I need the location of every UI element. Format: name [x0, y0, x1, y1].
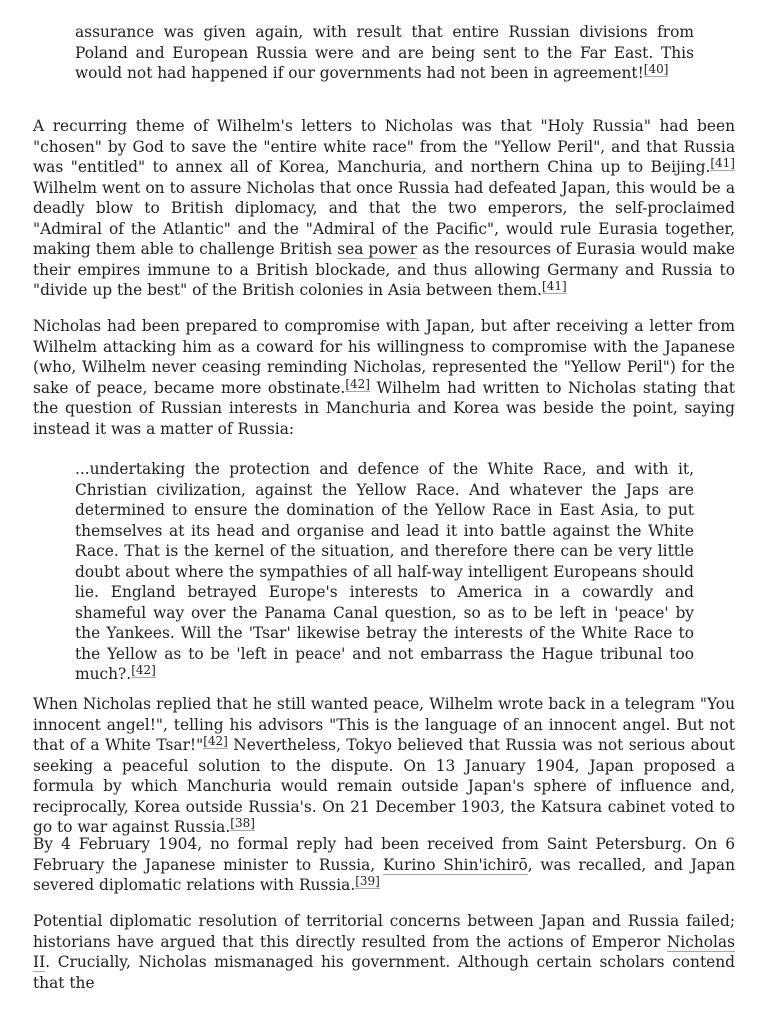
wiki-link-sea-power[interactable]: sea power [337, 240, 418, 258]
citation-ref[interactable] [355, 874, 380, 889]
paragraph-innocent-angel [33, 694, 735, 838]
paragraph-text: Nevertheless, Tokyo believed that Russia was not serious about seeking a peaceful solution to the dispute. On 13 January 1904, Japan proposed a formula by which Manchuria would remain outside Japan's sphere of influence and, reciprocally, Korea outside Russia's. On 21 December 1903, the Katsura cabinet voted to go to war against Russia. [33, 736, 735, 836]
paragraph-text: When Nicholas replied that he still wanted peace, Wilhelm wrote back in a telegram "You innocent angel!", telling his advisors "This is the language of an innocent angel. But not that of a White Tsar!" [33, 695, 735, 754]
paragraph-text: Wilhelm had written to Nicholas stating that the question of Russian interests in Manchuria and Korea was beside the point, saying instead it was a matter of Russia: [33, 378, 735, 438]
citation-link-42b[interactable]: [42] [131, 663, 156, 677]
citation-link-42c[interactable]: [42] [203, 734, 228, 748]
paragraph-text: Wilhelm went on to assure Nicholas that once Russia had defeated Japan, this would be a deadly blow to British diplomacy, and that the two emperors, the self-proclaimed "Admiral of the Atlantic" and the "Admiral of the Pacific", would rule Eurasia together, making them able to challenge British [33, 178, 735, 258]
paragraph-text: A recurring theme of Wilhelm's letters to Nicholas was that "Holy Russia" had been "chosen" by God to save the "entire white race" from the "Yellow Peril", and that Russia was "entitled" to annex all of Korea, Manchuria, and northern China up to Beijing. [33, 117, 735, 176]
wiki-link-kurino[interactable]: Kurino Shin'ichirō [382, 855, 528, 874]
citation-link-42[interactable]: [42] [345, 376, 370, 391]
citation-link-38[interactable]: [38] [230, 816, 255, 830]
quote-paragraph [75, 459, 694, 685]
paragraph-nicholas-compromise [33, 316, 735, 439]
block-quote-wilhelm [75, 459, 694, 685]
paragraph-text: By 4 February 1904, no formal reply had been received from Saint Petersburg. On 6 February the Japanese minister to Russia, [33, 835, 735, 874]
citation-ref[interactable] [345, 377, 370, 392]
quote-text: assurance was given again, with result that entire Russian divisions from Poland and European Russia were and are being sent to the Far East. This would not had happened if our governments had not been in agreement! [75, 23, 694, 82]
citation-link-41b[interactable]: [41] [542, 279, 567, 293]
citation-ref[interactable] [203, 734, 228, 749]
quote-paragraph [75, 22, 694, 84]
block-quote-continued [75, 22, 694, 84]
quote-text: ...undertaking the protection and defence of the White Race, and with it, Christian civilization, against the Yellow Race. And whatever the Japs are determined to ensure the domination of the Yellow Race in East Asia, to put themselves at its head and organise and lead it into battle against the White Race. That is the kernel of the situation, and therefore there can be very little doubt about where the sympathies of all half-way intelligent Europeans should lie. England betrayed Europe's interests to America in a cowardly and shameful way over the Panama Canal question, so as to be left in 'peace' by the Yankees. Will the 'Tsar' likewise betray the interests of the White Race to the Yellow as to be 'left in peace' and not embarrass the Hague tribunal too much?. [75, 460, 694, 683]
paragraph-text: . Crucially, Nicholas mismanaged his government. Although certain scholars contend that the [33, 953, 735, 992]
citation-ref[interactable] [542, 279, 567, 294]
wiki-link-nicholas-ii[interactable]: Nicholas II [33, 932, 735, 971]
paragraph-yellow-peril-theme [33, 116, 735, 301]
citation-ref[interactable] [644, 62, 669, 77]
paragraph-diplomatic-failure [33, 911, 735, 993]
paragraph-text: as the resources of Eurasia would make their empires immune to a British blockade, and thus allowing Germany and Russia to "divide up the best" of the British colonies in Asia between them. [33, 240, 735, 299]
citation-link-40[interactable]: [40] [643, 62, 669, 76]
citation-link-41[interactable]: [41] [710, 156, 735, 170]
paragraph-text: Potential diplomatic resolution of territorial concerns between Japan and Russia failed; historians have argued that this directly resulted from the actions of Emperor [33, 912, 735, 951]
paragraph-text: Nicholas had been prepared to compromise with Japan, but after receiving a letter from Wilhelm attacking him as a coward for his willingness to compromise with the Japanese (who, Wilhelm never ceasing reminding Nicholas, represented the "Yellow Peril") for the sake of peace, became more obstinate. [33, 317, 735, 397]
citation-link-39[interactable]: [39] [355, 874, 380, 888]
citation-ref[interactable] [230, 816, 255, 831]
paragraph-february-1904 [33, 834, 735, 896]
citation-ref[interactable] [131, 663, 156, 678]
paragraph-text: , was recalled, and Japan severed diplomatic relations with Russia. [33, 855, 735, 894]
citation-ref[interactable] [710, 156, 735, 171]
